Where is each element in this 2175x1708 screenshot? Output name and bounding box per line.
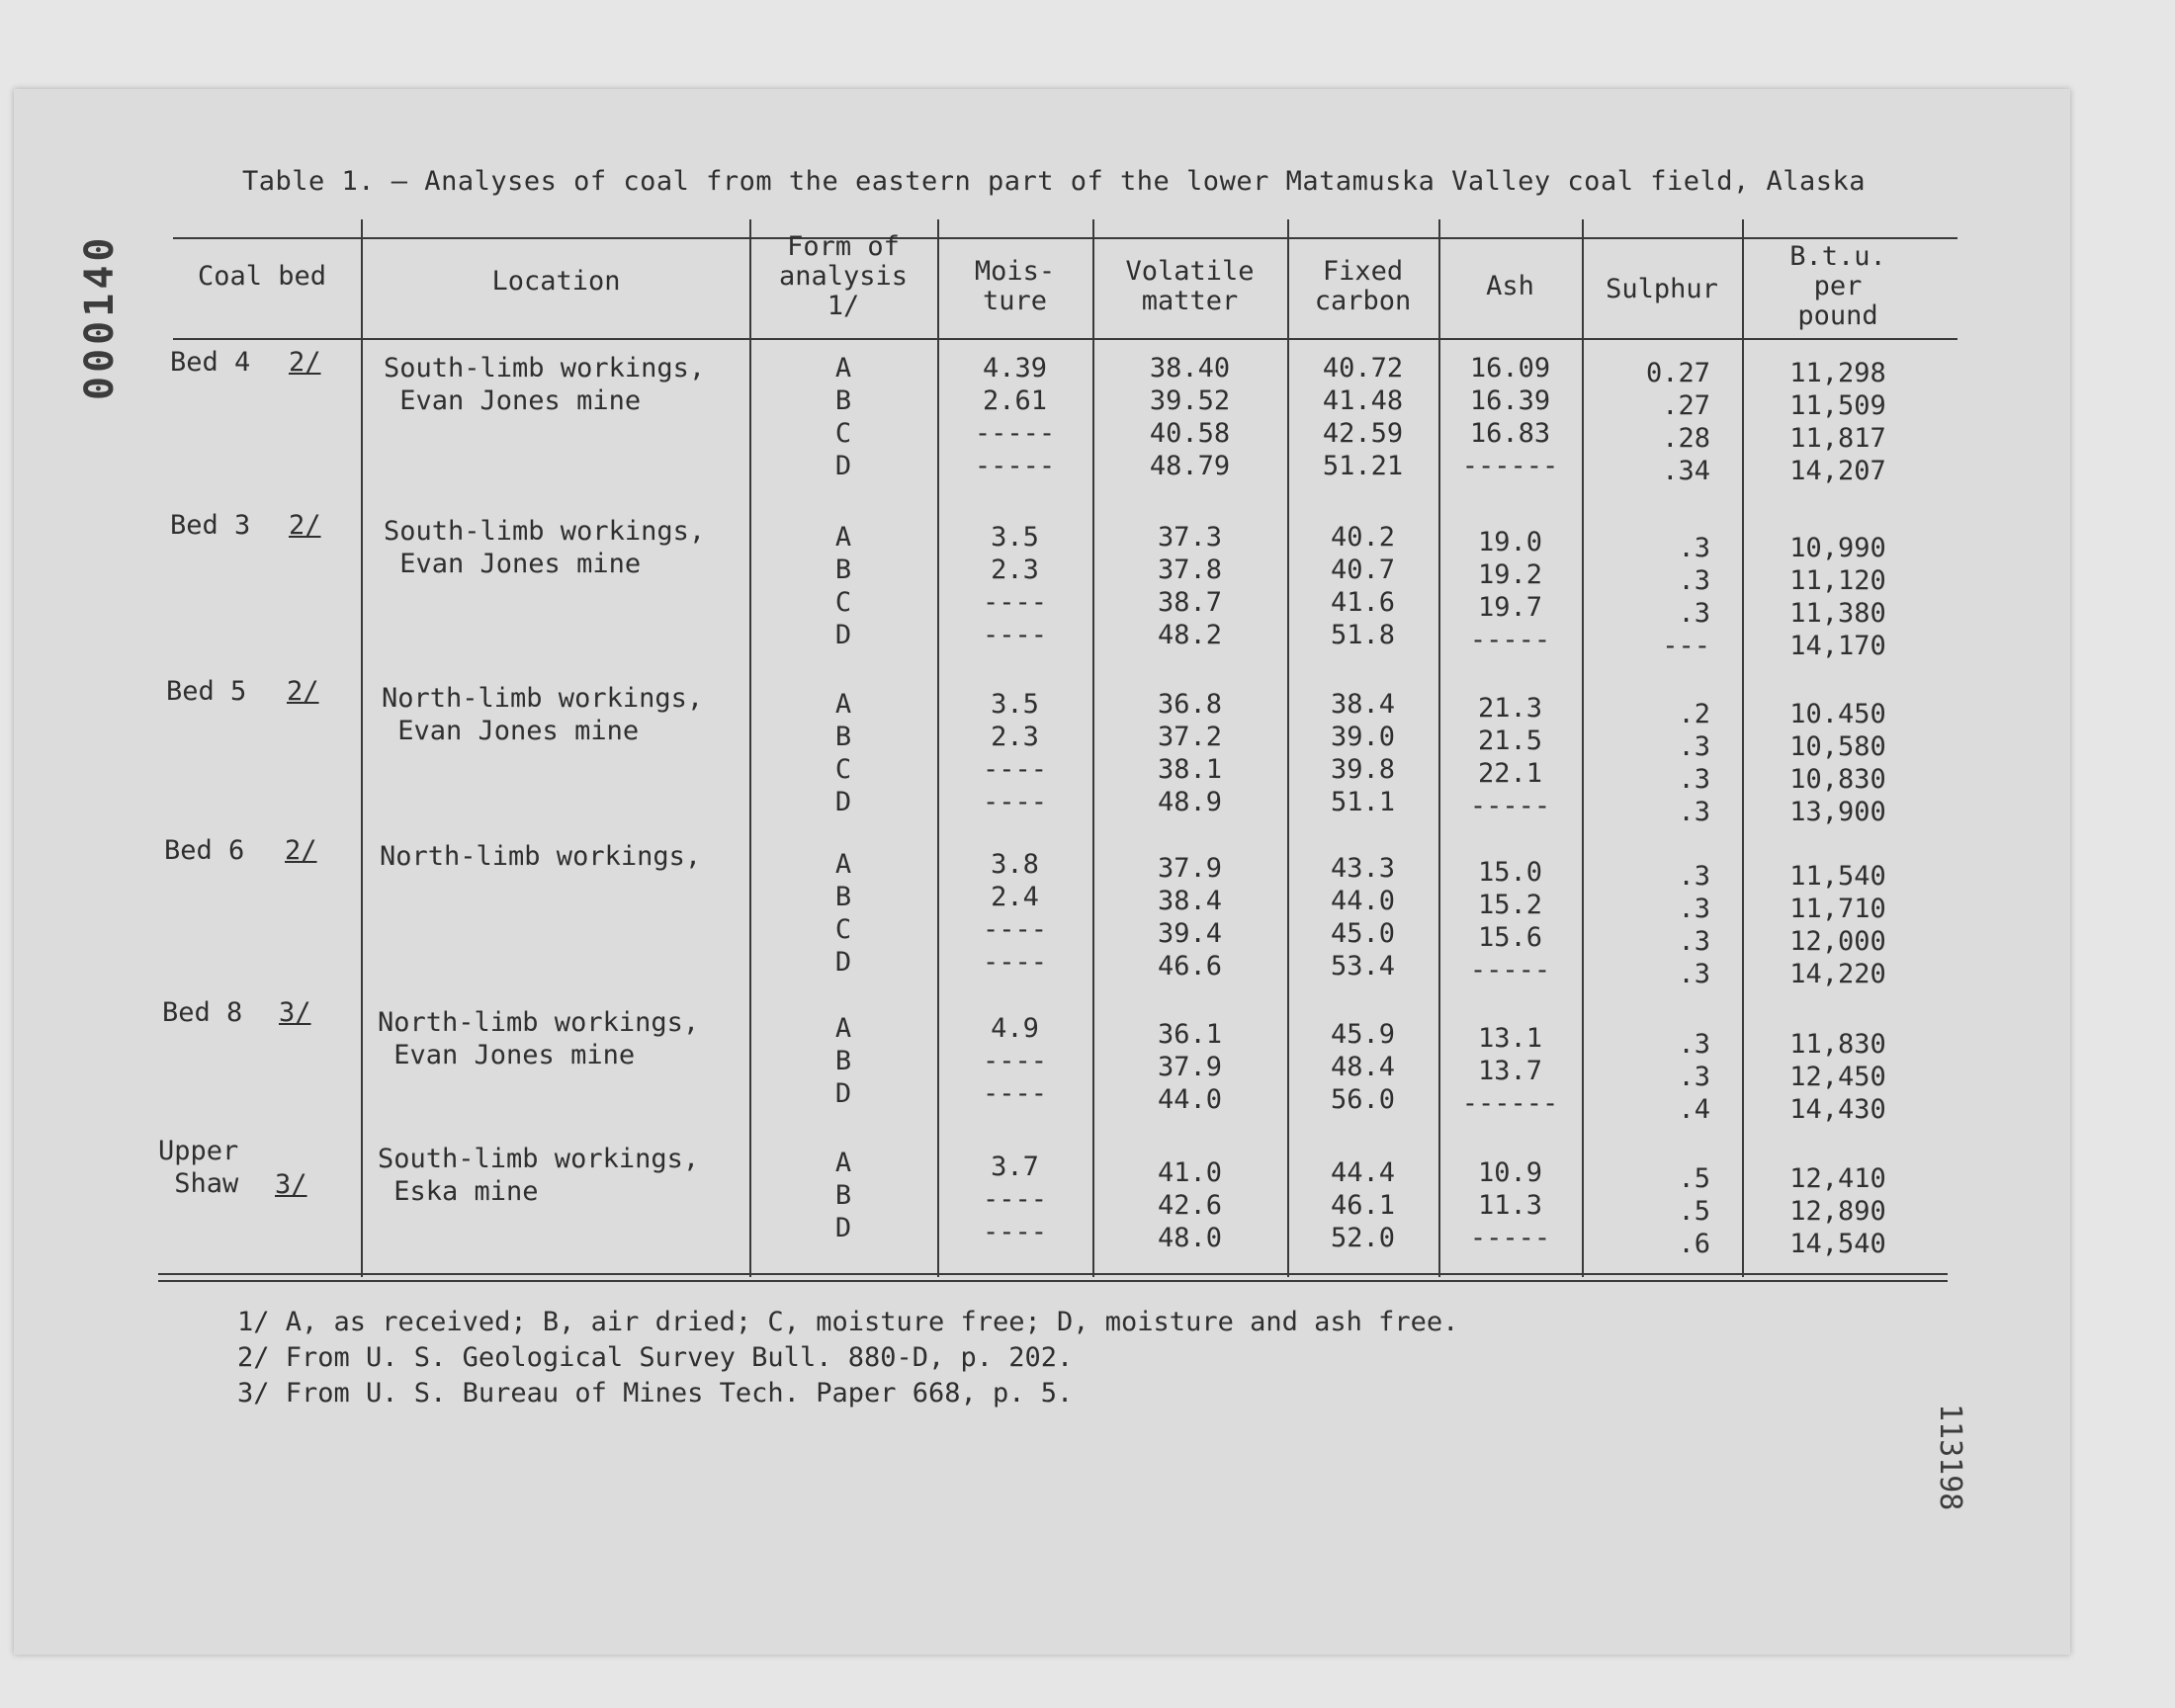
form-cell: A B C D <box>834 849 852 978</box>
coal-bed-name: Bed 5 <box>166 676 247 707</box>
volatile-cell: 37.9 38.4 39.4 46.6 <box>1157 853 1223 982</box>
location-cell: South-limb workings, Evan Jones mine <box>384 516 706 579</box>
form-cell: A B C D <box>834 522 852 650</box>
location-cell: North-limb workings, Evan Jones mine <box>382 683 704 746</box>
fixed-carbon-cell: 40.2 40.7 41.6 51.8 <box>1330 522 1396 650</box>
btu-cell: 12,410 12,890 14,540 <box>1789 1163 1886 1259</box>
coal-bed-name: Bed 3 <box>170 510 251 541</box>
table-bottom-rule-1 <box>158 1273 1948 1275</box>
form-cell: A B D <box>834 1148 852 1243</box>
fixed-carbon-cell: 44.4 46.1 52.0 <box>1330 1157 1396 1253</box>
col-rule-1 <box>361 219 363 1277</box>
footnote-2: 2/ From U. S. Geological Survey Bull. 880-D, p. 202. <box>237 1342 1074 1373</box>
volatile-cell: 37.3 37.8 38.7 48.2 <box>1157 522 1223 650</box>
coal-bed-ref: 2/ <box>289 347 321 378</box>
page-stamp-left: 000140 <box>77 233 123 400</box>
coal-bed-ref: 2/ <box>285 835 317 866</box>
ash-cell: 13.1 13.7 ------ <box>1461 1023 1559 1119</box>
table-top-rule <box>173 237 1958 239</box>
ash-cell: 21.3 21.5 22.1 ----- <box>1469 693 1551 821</box>
moisture-cell: 3.5 2.3 ---- ---- <box>982 522 1048 650</box>
header-moisture: Mois- ture <box>974 256 1056 316</box>
header-bottom-rule <box>173 338 1958 340</box>
header-ash: Ash <box>1486 271 1534 301</box>
table-bottom-rule-2 <box>158 1280 1948 1282</box>
coal-bed-ref: 2/ <box>287 676 319 707</box>
location-cell: North-limb workings, <box>380 841 702 872</box>
moisture-cell: 4.9 ---- ---- <box>982 1013 1048 1109</box>
coal-bed-ref: 3/ <box>275 1169 307 1200</box>
moisture-cell: 3.5 2.3 ---- ---- <box>982 689 1048 817</box>
sulphur-cell: .3 .3 .4 <box>1678 1029 1710 1125</box>
header-fixed-carbon: Fixed carbon <box>1314 256 1412 316</box>
header-btu-per-pound: B.t.u. per pound <box>1789 241 1886 331</box>
sulphur-cell: .3 .3 .3 --- <box>1662 533 1710 661</box>
form-cell: A B C D <box>834 689 852 817</box>
moisture-cell: 4.39 2.61 ----- ----- <box>974 353 1056 481</box>
header-location: Location <box>491 266 621 297</box>
coal-bed-name: Bed 6 <box>164 835 245 866</box>
coal-bed-ref: 3/ <box>279 997 311 1028</box>
form-cell: A B C D <box>834 353 852 481</box>
volatile-cell: 41.0 42.6 48.0 <box>1157 1157 1223 1253</box>
fixed-carbon-cell: 38.4 39.0 39.8 51.1 <box>1330 689 1396 817</box>
btu-cell: 11,830 12,450 14,430 <box>1789 1029 1886 1125</box>
sulphur-cell: .3 .3 .3 .3 <box>1678 861 1710 989</box>
header-sulphur: Sulphur <box>1606 274 1718 304</box>
moisture-cell: 3.8 2.4 ---- ---- <box>982 849 1048 978</box>
btu-cell: 11,540 11,710 12,000 14,220 <box>1789 861 1886 989</box>
location-cell: South-limb workings, Evan Jones mine <box>384 353 706 416</box>
header-form-of-analysis: Form of analysis 1/ <box>778 231 909 321</box>
btu-cell: 11,298 11,509 11,817 14,207 <box>1789 358 1886 486</box>
fixed-carbon-cell: 43.3 44.0 45.0 53.4 <box>1330 853 1396 982</box>
coal-bed-name: Bed 4 <box>170 347 251 378</box>
ash-cell: 16.09 16.39 16.83 ------ <box>1461 353 1559 481</box>
header-coal-bed: Coal bed <box>197 261 327 292</box>
fixed-carbon-cell: 40.72 41.48 42.59 51.21 <box>1322 353 1404 481</box>
footnotes <box>237 1305 1458 1411</box>
page-stamp-right: 113198 <box>1933 1404 1967 1511</box>
location-cell: South-limb workings, Eska mine <box>378 1144 700 1207</box>
footnote-1: 1/ A, as received; B, air dried; C, moisture free; D, moisture and ash free. <box>237 1307 1459 1337</box>
table-title: Table 1. — Analyses of coal from the eastern part of the lower Matamuska Valley coal field, Alaska <box>242 166 1867 197</box>
volatile-cell: 36.1 37.9 44.0 <box>1157 1019 1223 1115</box>
sulphur-cell: .5 .5 .6 <box>1678 1163 1710 1259</box>
sulphur-cell: 0.27 .27 .28 .34 <box>1645 358 1710 486</box>
volatile-cell: 36.8 37.2 38.1 48.9 <box>1157 689 1223 817</box>
moisture-cell: 3.7 ---- ---- <box>982 1152 1048 1247</box>
coal-bed-name: Upper Shaw <box>158 1136 239 1199</box>
header-volatile-matter: Volatile matter <box>1125 256 1255 316</box>
location-cell: North-limb workings, Evan Jones mine <box>378 1007 700 1070</box>
footnote-3: 3/ From U. S. Bureau of Mines Tech. Paper 668, p. 5. <box>237 1378 1074 1409</box>
ash-cell: 15.0 15.2 15.6 ----- <box>1469 857 1551 985</box>
btu-cell: 10,990 11,120 11,380 14,170 <box>1789 533 1886 661</box>
sulphur-cell: .2 .3 .3 .3 <box>1678 699 1710 827</box>
volatile-cell: 38.40 39.52 40.58 48.79 <box>1149 353 1231 481</box>
btu-cell: 10.450 10,580 10,830 13,900 <box>1789 699 1886 827</box>
fixed-carbon-cell: 45.9 48.4 56.0 <box>1330 1019 1396 1115</box>
coal-bed-ref: 2/ <box>289 510 321 541</box>
coal-bed-name: Bed 8 <box>162 997 243 1028</box>
form-cell: A B D <box>834 1013 852 1109</box>
ash-cell: 19.0 19.2 19.7 ----- <box>1469 527 1551 655</box>
ash-cell: 10.9 11.3 ----- <box>1469 1157 1551 1253</box>
